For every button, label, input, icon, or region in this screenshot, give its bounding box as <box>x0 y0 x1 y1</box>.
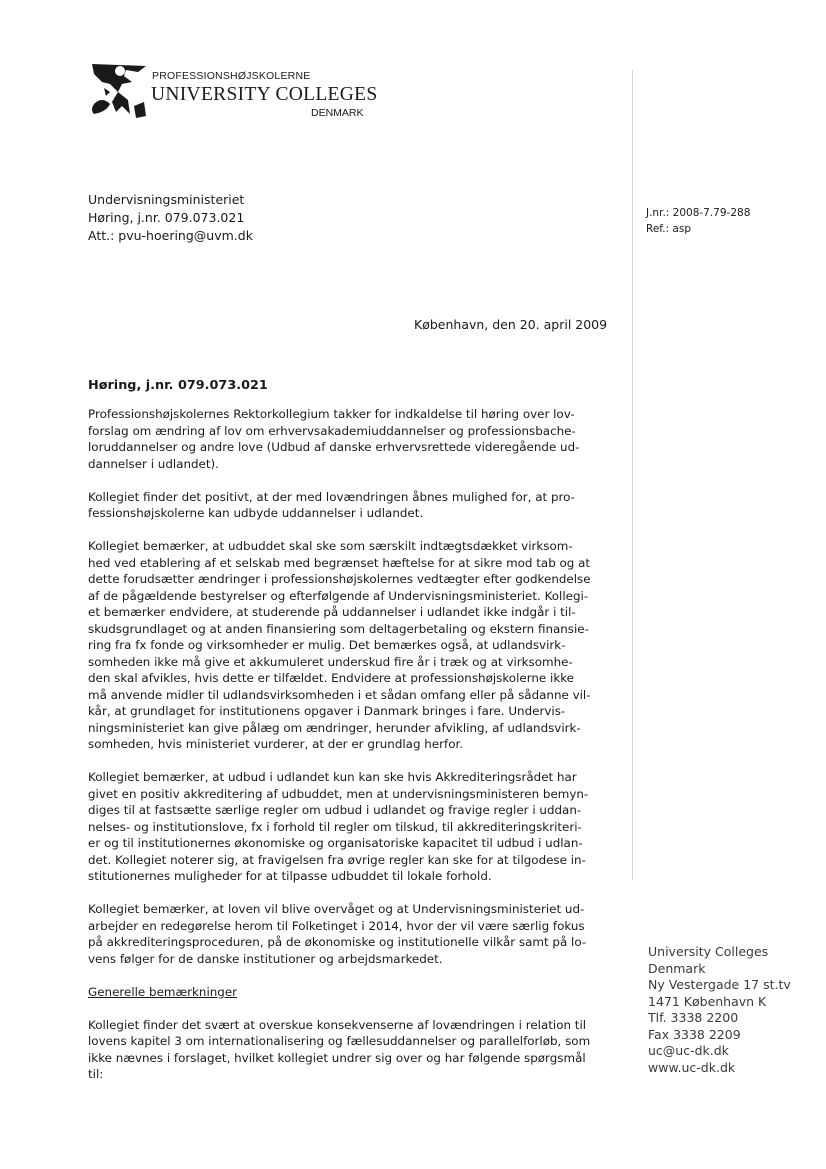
letterhead-line2: UNIVERSITY COLLEGES <box>151 84 378 105</box>
reference-block <box>646 205 750 237</box>
recipient-line: Att.: pvu-hoering@uvm.dk <box>88 228 253 243</box>
footer-website: www.uc-dk.dk <box>648 1059 736 1075</box>
letter-date: København, den 20. april 2009 <box>414 317 608 332</box>
footer-line: University Colleges <box>648 944 769 959</box>
sender-footer <box>648 944 791 1076</box>
paragraph: Kollegiet finder det svært at overskue konsekvenserne af lovændringen i relation til lovens kapitel 3 om internationalisering og fællesuddannelser og parallelforløb, som ikke nævnes i forslaget, hvilket kollegiet undrer sig over og har følgende spørgsmål til: <box>88 1017 591 1081</box>
letterhead-line3: DENMARK <box>311 107 364 119</box>
recipient-address <box>88 191 253 245</box>
footer-line: Ny Vestergade 17 st.tv <box>648 977 791 992</box>
margin-divider <box>632 70 633 880</box>
footer-line: Denmark <box>648 960 706 976</box>
reference-line: Ref.: asp <box>646 223 691 235</box>
footer-line: 1471 København K <box>648 993 767 1009</box>
recipient-line: Høring, j.nr. 079.073.021 <box>88 210 245 225</box>
paragraph: Kollegiet finder det positivt, at der med lovændringen åbnes mulighed for, at pro- fessionshøjskolerne kan udbyde uddannelser i udlandet. <box>88 489 575 520</box>
footer-email: uc@uc-dk.dk <box>648 1043 729 1058</box>
paragraph: Kollegiet bemærker, at udbud i udlandet kun kan ske hvis Akkrediteringsrådet har givet en positiv akkreditering af udbuddet, men at undervisningsministeren bemyn- diges til at fastsætte særlige regler om udbud i udlandet og fravige regler i uddan- nelses- og institutionslove, fx i forhold til regler om tilskud, til akkrediteringskriteri- er og til institutionernes økonomiske og organisatoriske kapacitet til udbud i udlan- det. Kollegiet noterer sig, at fravigelsen fra øvrige regler kan ske for at tilgodese in- stitutionernes muligheder for at tilpasse udbuddet til lokale forhold. <box>88 770 589 883</box>
subheading: Generelle bemærkninger <box>88 984 238 999</box>
letter-heading: Høring, j.nr. 079.073.021 <box>88 378 268 393</box>
letter-body <box>88 406 613 1099</box>
logo-icon <box>88 62 150 122</box>
recipient-line: Undervisningsministeriet <box>88 192 245 207</box>
letterhead-line1: PROFESSIONSHØJSKOLERNE <box>152 70 311 82</box>
footer-line: Tlf. 3338 2200 <box>648 1010 739 1025</box>
footer-line: Fax 3338 2209 <box>648 1026 741 1042</box>
reference-line: J.nr.: 2008-7.79-288 <box>646 207 751 219</box>
paragraph: Kollegiet bemærker, at loven vil blive overvåget og at Undervisningsministeriet ud- arbejder en redegørelse herom til Folketinget i 2014, hvor der vil være særlig fokus på akkrediteringsproceduren, på de økonomiske og institutionelle vilkår samt på lo- vens følger for de danske institutioner og arbejdsmarkedet. <box>88 902 587 966</box>
paragraph: Kollegiet bemærker, at udbuddet skal ske som særskilt indtægtsdækket virksom- hed ved etablering af et selskab med begrænset hæftelse for at sikre mod tab og at dette forudsætter ændringer i professionshøjskolernes vedtægter efter godkendelse af de pågældende bestyrelser og efterfølgende af Undervisningsministeriet. Kollegi- et bemærker endvidere, at studerende på uddannelser i udlandet ikke indgår i til- skudsgrundlaget og at anden finansiering som deltagerbetaling og ekstern finansie- ring fra fx fonde og virksomheder er mulig. Det bemærkes også, at udlandsvirk- somheden ikke må give et akkumuleret underskud fire år i træk og at virksomhe- den skal afvikles, hvis dette er tilfældet. Endvidere at professionshøjskolerne ikke må anvende midler til udlandsvirksomheden i et sådan omfang eller på sådanne vil- kår, at grundlaget for institutionens opgaver i Danmark bringes i fare. Undervis- ningsministeriet kan give pålæg om ændringer, herunder afvikling, af udlandsvirk- somheden, hvis ministeriet vurderer, at der er grundlag herfor. <box>88 539 591 751</box>
paragraph: Professionshøjskolernes Rektorkollegium takker for indkaldelse til høring over lov- forslag om ændring af lov om erhvervsakademiuddannelser og professionsbache- loruddannelser og andre love (Udbud af danske erhvervsrettede videregående ud- dannelser i udlandet). <box>88 407 580 471</box>
